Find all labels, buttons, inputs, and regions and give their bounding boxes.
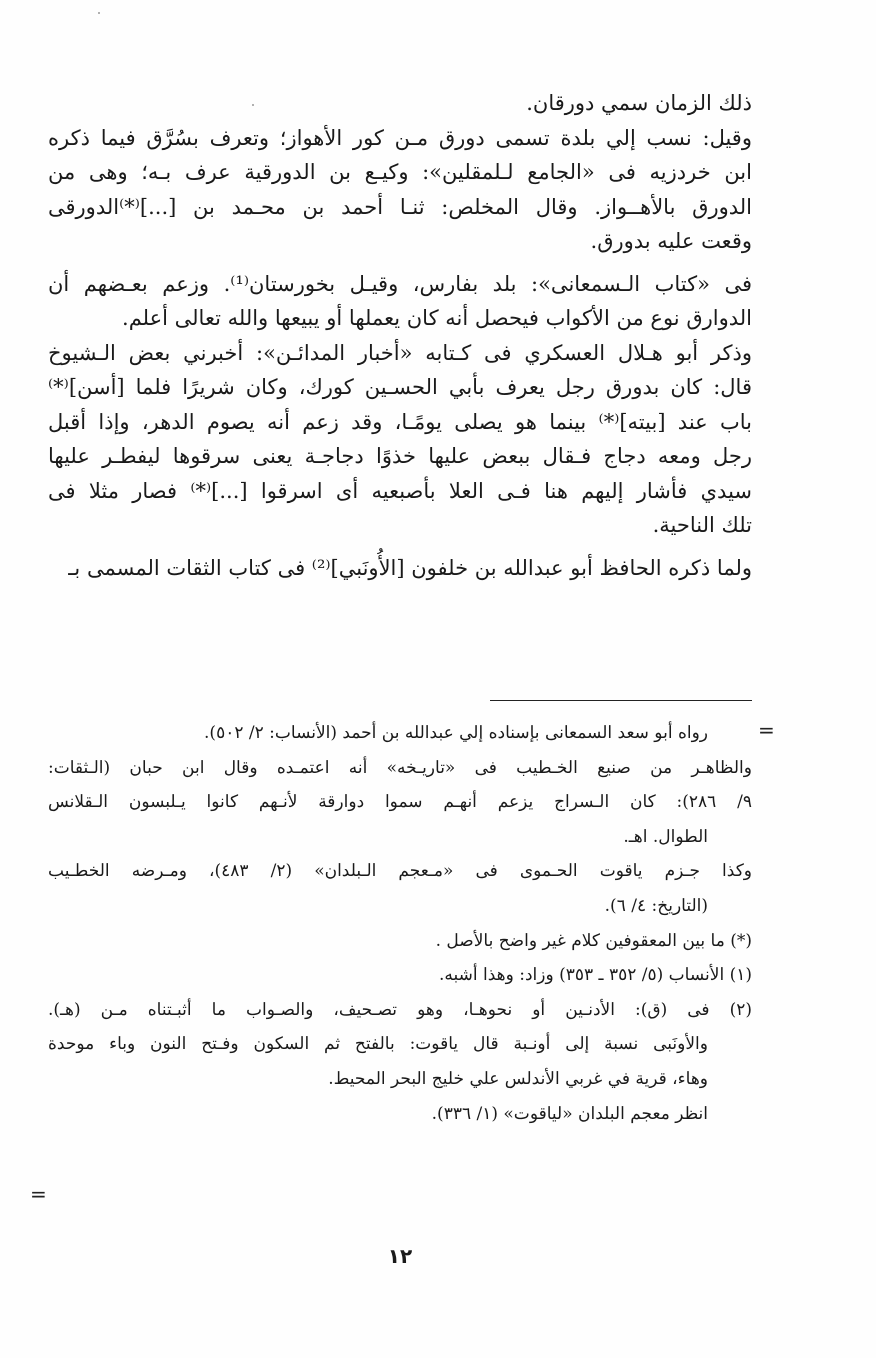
footnote-line: رواه أبو سعد السمعانى بإسناده إلي عبدالله بن أحمد (الأنساب: ٢/ ٥٠٢). (204, 723, 708, 743)
text-line: فى «كتاب الـسمعانى»: بلد بفارس، وقيـل بخورستان⁽¹⁾. وزعم بعـضهم أن (48, 271, 752, 296)
footnote-line: انظر معجم البلدان «لياقوت» (١/ ٣٣٦). (431, 1103, 708, 1124)
paragraph-gap (48, 259, 752, 267)
footnote-line: (التاريخ: ٤/ ٦). (604, 895, 708, 916)
page-number: ١٢ (387, 1244, 413, 1268)
main-text (48, 86, 752, 585)
continuation-mark-top: = (758, 718, 775, 742)
text-line: تلك الناحية. (652, 513, 752, 537)
text-line: ولما ذكره الحافظ أبو عبدالله بن خلفون [الأُونَبي]⁽²⁾ فى كتاب الثقات المسمى بـ (68, 555, 752, 580)
text-line: الدورق بالأهــواز. وقال المخلص: ثنـا أحمد بن محـمد بن [...]⁽*⁾الدورقى (48, 194, 752, 219)
footnote-divider (490, 700, 752, 701)
continuation-mark-bottom: = (30, 1182, 47, 1206)
paragraph-gap (48, 543, 752, 551)
text-line: رجل ومعه دجاج فـقال ببعض عليها خذوًا دجاجـة يعنى سرقوها ليفطـر عليها (48, 444, 752, 468)
text-line: وقعت عليه بدورق. (590, 229, 752, 253)
footnote-line: وكذا جـزم ياقوت الحـموى فى «مـعجم الـبلدان» (٢/ ٤٨٣)، ومـرضه الخطـيب (48, 861, 752, 882)
text-line: باب عند [بيته]⁽*⁾ بينما هو يصلى يومًـا، وقد زعم أنه يصوم الدهر، وإذا أقبل (48, 409, 752, 434)
text-line: سيدي فأشار إليهم هنا فـى العلا بأصبعيه أى اسرقوا [...]⁽*⁾ فصار مثلا فى (48, 478, 752, 503)
footnote-line: (٢) فى (ق): الأدنـين أو نحوهـا، وهو تصـحيف، والصـواب ما أثبـتناه مـن (هـ). (48, 999, 752, 1020)
footnote-line: والظاهـر من صنيع الخـطيب فى «تاريـخه» أنه اعتمـده وقال ابن حبان (الـثقات: (48, 757, 752, 778)
scan-speck (252, 104, 254, 106)
text-line: الدوارق نوع من الأكواب فيحصل أنه كان يعملها أو يبيعها والله تعالى أعلم. (122, 306, 752, 330)
footnote-line: وهاء، قرية في غربي الأندلس علي خليج البحر المحيط. (328, 1068, 708, 1089)
scan-speck (98, 12, 100, 14)
text-line: قال: كان بدورق رجل يعرف بأبي الحسـين كورك، وكان شريرًا فلما [أسن]⁽*⁾ (48, 375, 752, 399)
footnote-line: (١) الأنساب (٥/ ٣٥٢ ـ ٣٥٣) وزاد: وهذا أشبه. (439, 965, 752, 986)
footnote-line: (*) ما بين المعقوفين كلام غير واضح بالأصل . (435, 930, 752, 951)
text-line: وذكر أبو هـلال العسكري فى كـتابه «أخبار المدائـن»: أخبرني بعض الـشيوخ (48, 340, 752, 365)
footnote-line: والأونَبى نسبة إلى أونـبة قال ياقوت: بالفتح ثم السكون وفـتح النون وباء موحدة (48, 1034, 708, 1055)
footnotes (48, 716, 752, 1131)
text-line: ذلك الزمان سمي دورقان. (526, 91, 752, 115)
text-line: وقيل: نسب إلي بلدة تسمى دورق مـن كور الأهواز؛ وتعرف بسُرَّق فيما ذكره (48, 125, 752, 150)
footnote-line: ٩/ ٢٨٦): كان الـسراج يزعم أنهـم سموا دوارقة لأنـهم كانوا يـلبسون الـقلانس (48, 792, 752, 813)
text-line: ابن خردزيه فى «الجامع لـلمقلين»: وكيـع بن الدورقية عرف بـه؛ وهى من (48, 160, 752, 184)
footnote-line: الطوال. اهـ. (623, 826, 708, 847)
